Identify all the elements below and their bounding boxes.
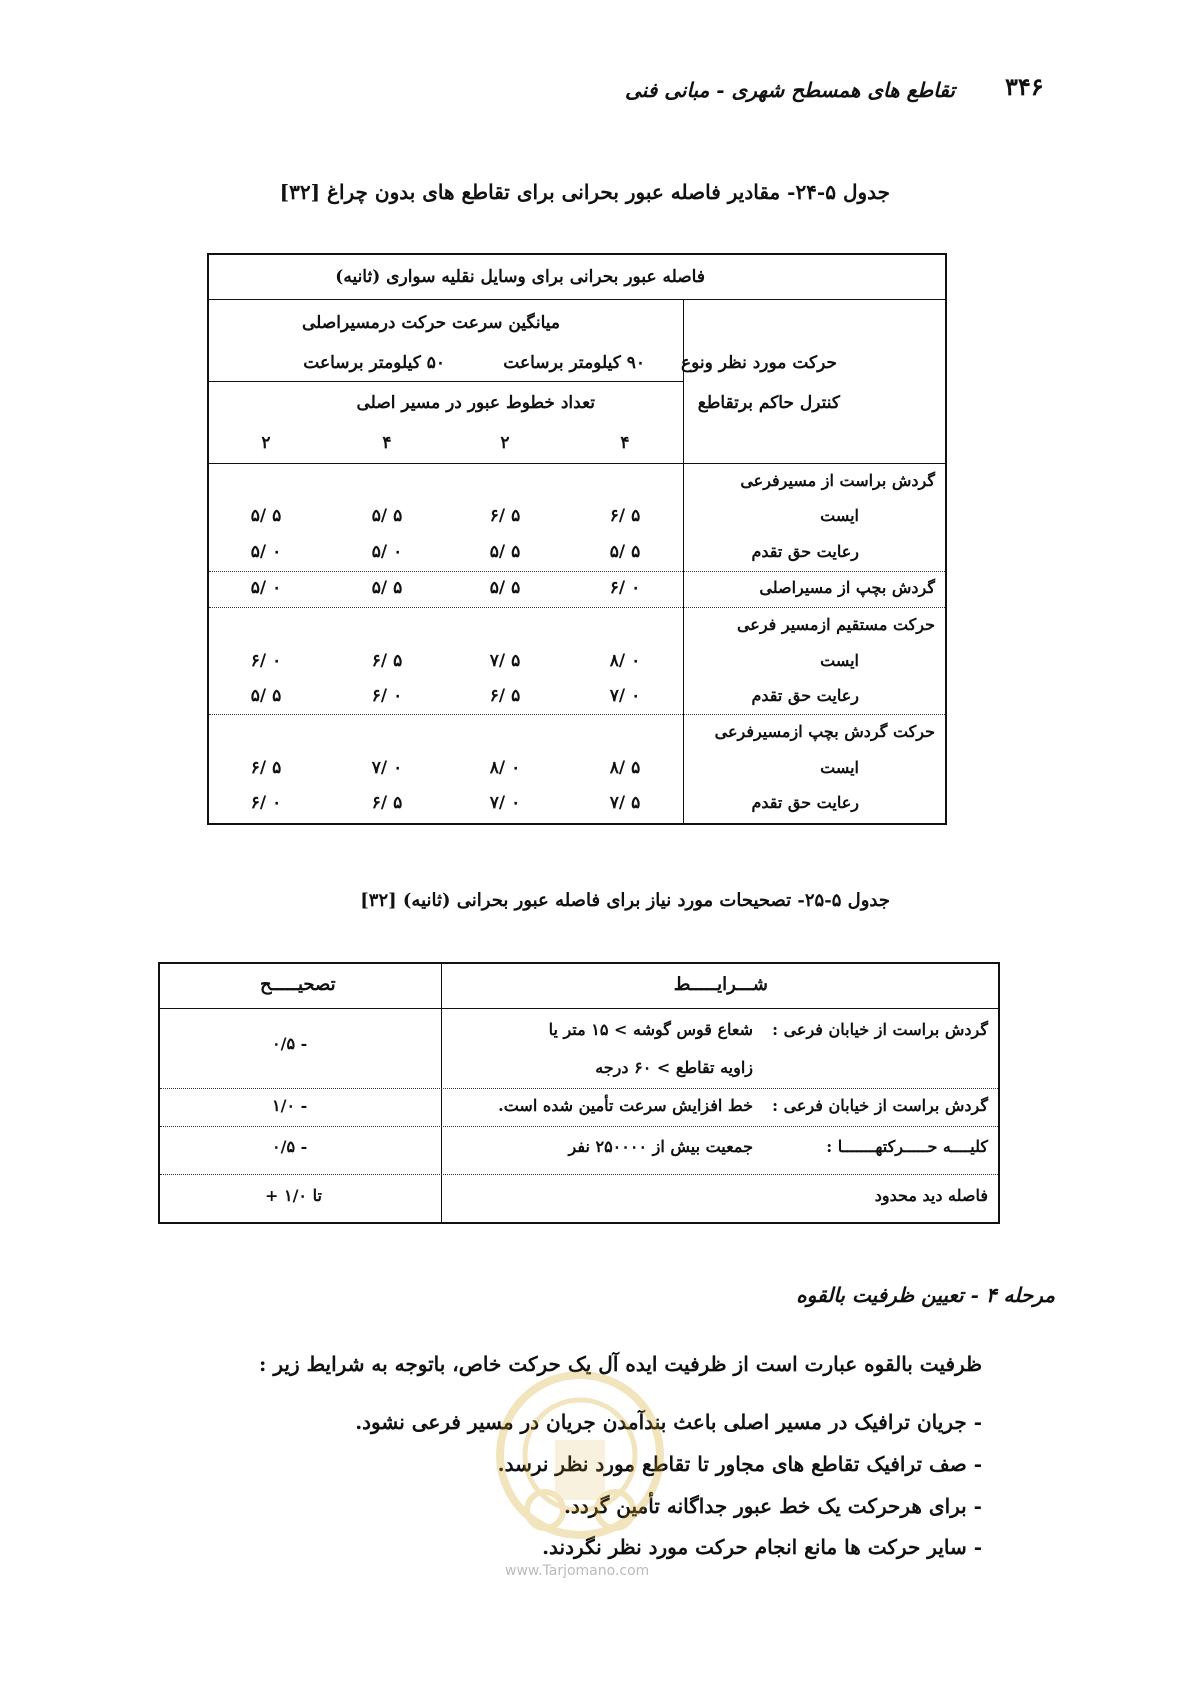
table-cell: ۵/ ۵	[250, 506, 282, 526]
watermark-text: www.Tarjomano.com	[505, 1563, 650, 1579]
condition-text: گردش براست از خیابان فرعی :	[772, 1020, 988, 1039]
condition-text: جمعیت بیش از ۲۵۰۰۰۰ نفر	[568, 1137, 753, 1156]
table-cell: ۶/ ۰	[250, 651, 282, 671]
row-label: ایست	[820, 758, 859, 777]
correction-value: - ۱/۰	[272, 1096, 308, 1115]
divider	[209, 714, 945, 715]
table-cell: ۶/ ۵	[250, 758, 282, 778]
table-cell: ۸/ ۰	[609, 651, 641, 671]
divider	[160, 1008, 998, 1009]
divider	[209, 463, 945, 464]
table-cell: ۵/ ۰	[250, 578, 282, 598]
table-cell: ۶/ ۵	[489, 506, 521, 526]
table-cell: ۷/ ۰	[609, 686, 641, 706]
condition-text: فاصله دید محدود	[874, 1186, 988, 1205]
condition-text: شعاع قوس گوشه > ۱۵ متر یا	[548, 1020, 753, 1039]
lane-col-2: ۲	[500, 433, 510, 453]
row-label: ایست	[820, 506, 859, 525]
divider	[441, 964, 442, 1222]
bullet-item: - سایر حرکت ها مانع انجام حرکت مورد نظر نگردند.	[542, 1535, 982, 1559]
divider	[209, 607, 945, 608]
divider	[160, 1126, 998, 1127]
critical-gap-table	[207, 253, 947, 825]
table-cell: ۷/ ۵	[489, 651, 521, 671]
speed-90-header: ۹۰ کیلومتر برساعت	[503, 353, 645, 373]
speed-50-header: ۵۰ کیلومتر برساعت	[303, 353, 445, 373]
corrections-table	[158, 962, 1000, 1224]
bullet-item: - برای هرحرکت یک خط عبور جداگانه تأمین گردد.	[563, 1494, 982, 1518]
divider	[683, 714, 684, 823]
divider	[160, 1174, 998, 1175]
intro-paragraph: ظرفیت بالقوه عبارت است از ظرفیت ایده آل یک حرکت خاص، باتوجه به شرایط زیر :	[259, 1352, 982, 1376]
row-label: رعایت حق تقدم	[751, 686, 859, 705]
row-label: رعایت حق تقدم	[751, 793, 859, 812]
correction-value: - ۰/۵	[272, 1034, 308, 1053]
table-cell: ۵/ ۵	[609, 542, 641, 562]
row-label: رعایت حق تقدم	[751, 542, 859, 561]
speed-header: میانگین سرعت حرکت درمسیراصلی	[301, 313, 560, 333]
table-cell: ۵/ ۰	[371, 542, 403, 562]
table-cell: ۵/ ۵	[371, 506, 403, 526]
table-cell: ۶/ ۵	[489, 686, 521, 706]
row-header-line1: حرکت مورد نظر ونوع	[680, 353, 837, 373]
table-cell: ۵/ ۵	[489, 578, 521, 598]
col-conditions: شـــرایـــــط	[673, 974, 768, 995]
row-label: ایست	[820, 651, 859, 670]
lane-col-4: ۲	[261, 433, 271, 453]
table1-caption: جدول ۵-۲۴- مقادیر فاصله عبور بحرانی برای تقاطع های بدون چراغ [۳۲]	[279, 180, 890, 204]
page-number: ۳۴۶	[1005, 72, 1044, 101]
row-header-line2: کنترل حاکم برتقاطع	[697, 393, 840, 413]
watermark-logo-icon	[485, 1360, 675, 1550]
row-label: حرکت مستقیم ازمسیر فرعی	[736, 615, 935, 634]
running-title: تقاطع های همسطح شهری - مبانی فنی	[625, 78, 955, 102]
condition-text: خط افزایش سرعت تأمین شده است.	[498, 1096, 753, 1115]
row-label: حرکت گردش بچپ ازمسیرفرعی	[714, 722, 935, 741]
table-cell: ۶/ ۵	[609, 506, 641, 526]
table-cell: ۶/ ۵	[371, 651, 403, 671]
section-heading: مرحله ۴ - تعیین ظرفیت بالقوه	[796, 1283, 1055, 1307]
bullet-item: - جریان ترافیک در مسیر اصلی باعث بندآمدن جریان در مسیر فرعی نشود.	[355, 1410, 982, 1434]
condition-text: کلیــــه حـــــرکتهـــــــا :	[826, 1137, 988, 1156]
divider	[209, 299, 945, 300]
table2-caption: جدول ۵-۲۵- تصحیحات مورد نیاز برای فاصله عبور بحرانی (ثانیه) [۳۲]	[360, 890, 890, 911]
condition-text: گردش براست از خیابان فرعی :	[772, 1096, 988, 1115]
lane-col-1: ۴	[620, 433, 630, 453]
table-cell: ۸/ ۵	[609, 758, 641, 778]
table-cell: ۶/ ۵	[371, 793, 403, 813]
condition-text: زاویه تقاطع > ۶۰ درجه	[595, 1058, 753, 1077]
lane-col-3: ۴	[382, 433, 392, 453]
col-correction: تصحیـــــح	[260, 974, 336, 995]
table-cell: ۷/ ۰	[489, 793, 521, 813]
table-cell: ۶/ ۰	[250, 793, 282, 813]
table-cell: ۸/ ۰	[489, 758, 521, 778]
table-cell: ۷/ ۰	[371, 758, 403, 778]
row-label: گردش بچپ از مسیراصلی	[759, 578, 935, 597]
divider	[209, 571, 945, 572]
table-cell: ۵/ ۵	[250, 686, 282, 706]
correction-value: - ۰/۵	[272, 1137, 308, 1156]
divider	[160, 1088, 998, 1089]
row-label: گردش براست از مسیرفرعی	[740, 471, 935, 490]
lanes-header: تعداد خطوط عبور در مسیر اصلی	[356, 393, 595, 413]
bullet-item: - صف ترافیک تقاطع های مجاور تا تقاطع مورد نظر نرسد.	[497, 1452, 982, 1476]
table-cell: ۶/ ۰	[371, 686, 403, 706]
table-cell: ۷/ ۵	[609, 793, 641, 813]
table-cell: ۵/ ۵	[371, 578, 403, 598]
correction-value: تا ۱/۰ +	[265, 1186, 322, 1205]
table-cell: ۵/ ۰	[250, 542, 282, 562]
table-cell: ۶/ ۰	[609, 578, 641, 598]
table1-title: فاصله عبور بحرانی برای وسایل نقلیه سواری (ثانیه)	[335, 267, 705, 287]
divider	[209, 381, 683, 382]
table-cell: ۵/ ۵	[489, 542, 521, 562]
